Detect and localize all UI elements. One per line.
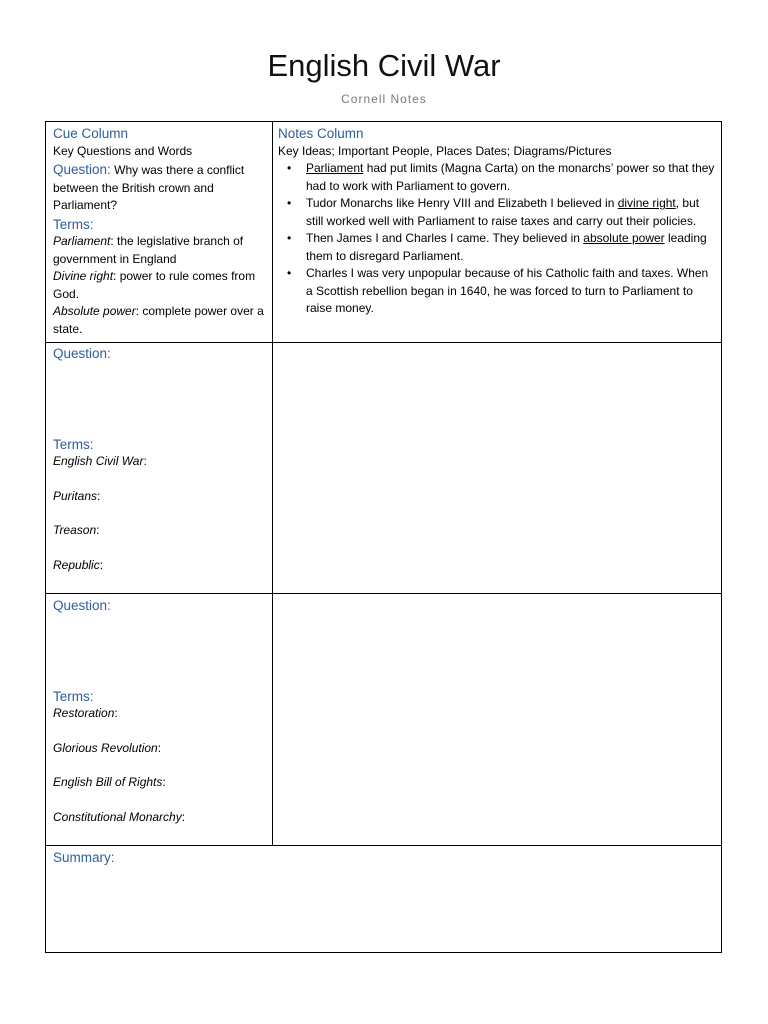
term-entry bbox=[53, 303, 267, 338]
term-name: Parliament bbox=[53, 234, 111, 248]
note-key-term: Parliament bbox=[306, 161, 364, 175]
cue-column-cell bbox=[53, 125, 267, 338]
note-bullet bbox=[278, 265, 718, 318]
term-entry bbox=[53, 233, 267, 268]
note-key-term: absolute power bbox=[583, 231, 665, 245]
term-name: English Civil War bbox=[53, 454, 144, 468]
term-entry bbox=[53, 809, 267, 827]
term-colon: : bbox=[96, 523, 100, 537]
term-entry bbox=[53, 522, 267, 540]
term-name: Puritans bbox=[53, 488, 98, 503]
term-colon: : bbox=[181, 809, 186, 824]
notes-column-cell bbox=[278, 125, 718, 318]
notes-1-list bbox=[278, 160, 718, 318]
row-divider-1 bbox=[46, 342, 721, 343]
term-name: Restoration bbox=[53, 706, 115, 720]
note-bullet bbox=[278, 195, 718, 230]
term-colon: : bbox=[97, 488, 101, 503]
column-divider bbox=[272, 122, 273, 845]
row-divider-3 bbox=[46, 845, 721, 846]
note-bullet bbox=[278, 160, 718, 195]
cue-cell-3 bbox=[53, 597, 267, 843]
cornell-notes-table bbox=[45, 121, 722, 953]
summary-cell bbox=[53, 849, 713, 867]
term-name: Treason bbox=[53, 523, 97, 537]
question-1 bbox=[53, 161, 267, 215]
term-colon: : bbox=[99, 557, 104, 572]
note-text: had put limits (Magna Carta) on the monarchs’ power so that they had to work with Parliament to govern. bbox=[306, 161, 715, 193]
notes-column-subheading: Key Ideas; Important People, Places Dates; Diagrams/Pictures bbox=[278, 143, 612, 158]
note-text: Then James I and Charles I came. They believed in bbox=[306, 231, 584, 245]
note-text: Tudor Monarchs like Henry VIII and Elizabeth I believed in bbox=[306, 196, 618, 210]
note-text: , but still worked well with Parliament to raise taxes and carry out their policies. bbox=[306, 196, 700, 228]
question-1-text: Why was there a conflict between the British crown and Parliament? bbox=[53, 163, 245, 212]
terms-3-list bbox=[53, 705, 267, 826]
cue-cell-2 bbox=[53, 345, 267, 591]
term-colon: : bbox=[114, 706, 118, 720]
term-definition: : complete power over a state. bbox=[53, 304, 264, 336]
term-name: English Bill of Rights bbox=[53, 775, 163, 789]
notes-column-heading: Notes Column bbox=[278, 126, 364, 141]
cue-column-subheading: Key Questions and Words bbox=[53, 143, 193, 158]
term-name: Divine right bbox=[53, 269, 114, 283]
term-name: Absolute power bbox=[53, 304, 136, 318]
summary-label: Summary: bbox=[53, 850, 115, 865]
page-title: English Civil War bbox=[267, 48, 501, 83]
note-text: Charles I was very unpopular because of his Catholic faith and taxes. When a Scottish rebellion began in 1640, he was forced to turn to Parliament to raise money. bbox=[306, 266, 709, 315]
term-entry bbox=[53, 774, 267, 792]
note-key-term: divine right bbox=[617, 196, 676, 210]
term-colon: : bbox=[157, 740, 162, 755]
term-entry bbox=[53, 268, 267, 303]
terms-2-label: Terms: bbox=[53, 436, 94, 452]
terms-1-list bbox=[53, 233, 267, 338]
terms-3-label: Terms: bbox=[53, 688, 94, 704]
term-entry bbox=[53, 488, 267, 506]
term-entry bbox=[53, 557, 267, 575]
row-divider-2 bbox=[46, 593, 721, 594]
term-colon: : bbox=[143, 454, 147, 468]
term-name: Glorious Revolution bbox=[53, 740, 158, 755]
question-2-label: Question: bbox=[53, 346, 111, 361]
question-3-label: Question: bbox=[53, 598, 111, 613]
terms-1-label: Terms: bbox=[53, 216, 94, 232]
note-bullet bbox=[278, 230, 718, 265]
cue-column-heading: Cue Column bbox=[53, 126, 129, 141]
term-entry bbox=[53, 453, 267, 471]
term-colon: : bbox=[162, 775, 166, 789]
terms-2-list bbox=[53, 453, 267, 574]
term-name: Constitutional Monarchy bbox=[53, 809, 182, 824]
term-entry bbox=[53, 740, 267, 758]
note-text: leading them to disregard Parliament. bbox=[306, 231, 707, 263]
term-definition: : the legislative branch of government in England bbox=[53, 234, 244, 266]
page-subtitle: Cornell Notes bbox=[341, 92, 427, 106]
term-definition: : power to rule comes from God. bbox=[53, 269, 256, 301]
term-name: Republic bbox=[53, 557, 100, 572]
question-1-label: Question: bbox=[53, 162, 111, 177]
term-entry bbox=[53, 705, 267, 723]
